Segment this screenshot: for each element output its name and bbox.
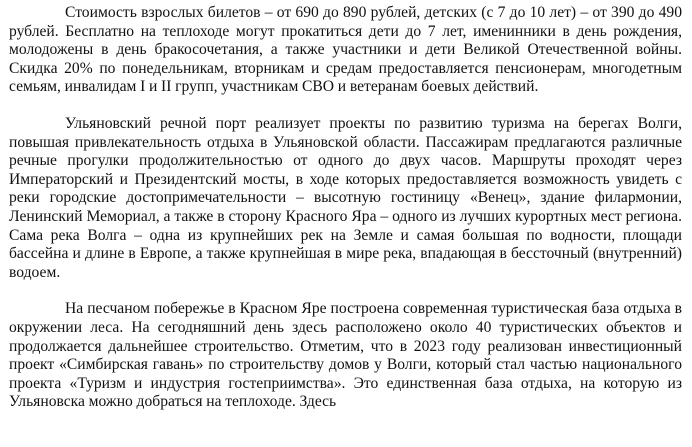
paragraph-river-port: Ульяновский речной порт реализует проекты по развитию туризма на берегах Волги, повышая привлекательность отдыха в Ульяновской области. Пассажирам предлагаются различные речные прогулки продолжительностью от одного до двух часов. Маршруты проходят через Императорский и Президентский мосты, в ходе которых предоставляется возможность увидеть с реки городские достопримечательности – высотную гостиницу «Венец», здание филармонии, Ленинский Мемориал, а также в сторону Красного Яра – одного из лучших курортных мест региона. Сама река Волга – одна из крупнейших рек на Земле и самая большая по водности, площади бассейна и длине в Европе, а также крупнейшая в мире река, впадающая в бессточный (внутренний) водоем. — [9, 114, 682, 281]
paragraph-ticket-prices: Стоимость взрослых билетов – от 690 до 890 рублей, детских (с 7 до 10 лет) – от 390 до 490 рублей. Бесплатно на теплоходе могут прокатиться дети до 7 лет, именинники в день рождения, молодожены в день бракосочетания, а также участники и дети Великой Отечественной войны. Скидка 20% по понедельникам, вторникам и средам предоставляется пенсионерам, многодетным семьям, инвалидам I и II групп, участникам СВО и ветеранам боевых действий. — [9, 4, 682, 96]
paragraph-recreation-base: На песчаном побережье в Красном Яре построена современная туристическая база отдыха в окружении леса. На сегодняшний день здесь расположено около 40 туристических объектов и продолжается дальнейшее строительство. Отметим, что в 2023 году реализован инвестиционный проект «Симбирская гавань» по строительству домов у Волги, который стал частью национального проекта «Туризм и индустрия гостеприимства». Это единственная база отдыха, на которую из Ульяновска можно добраться на теплоходе. Здесь — [9, 300, 682, 411]
